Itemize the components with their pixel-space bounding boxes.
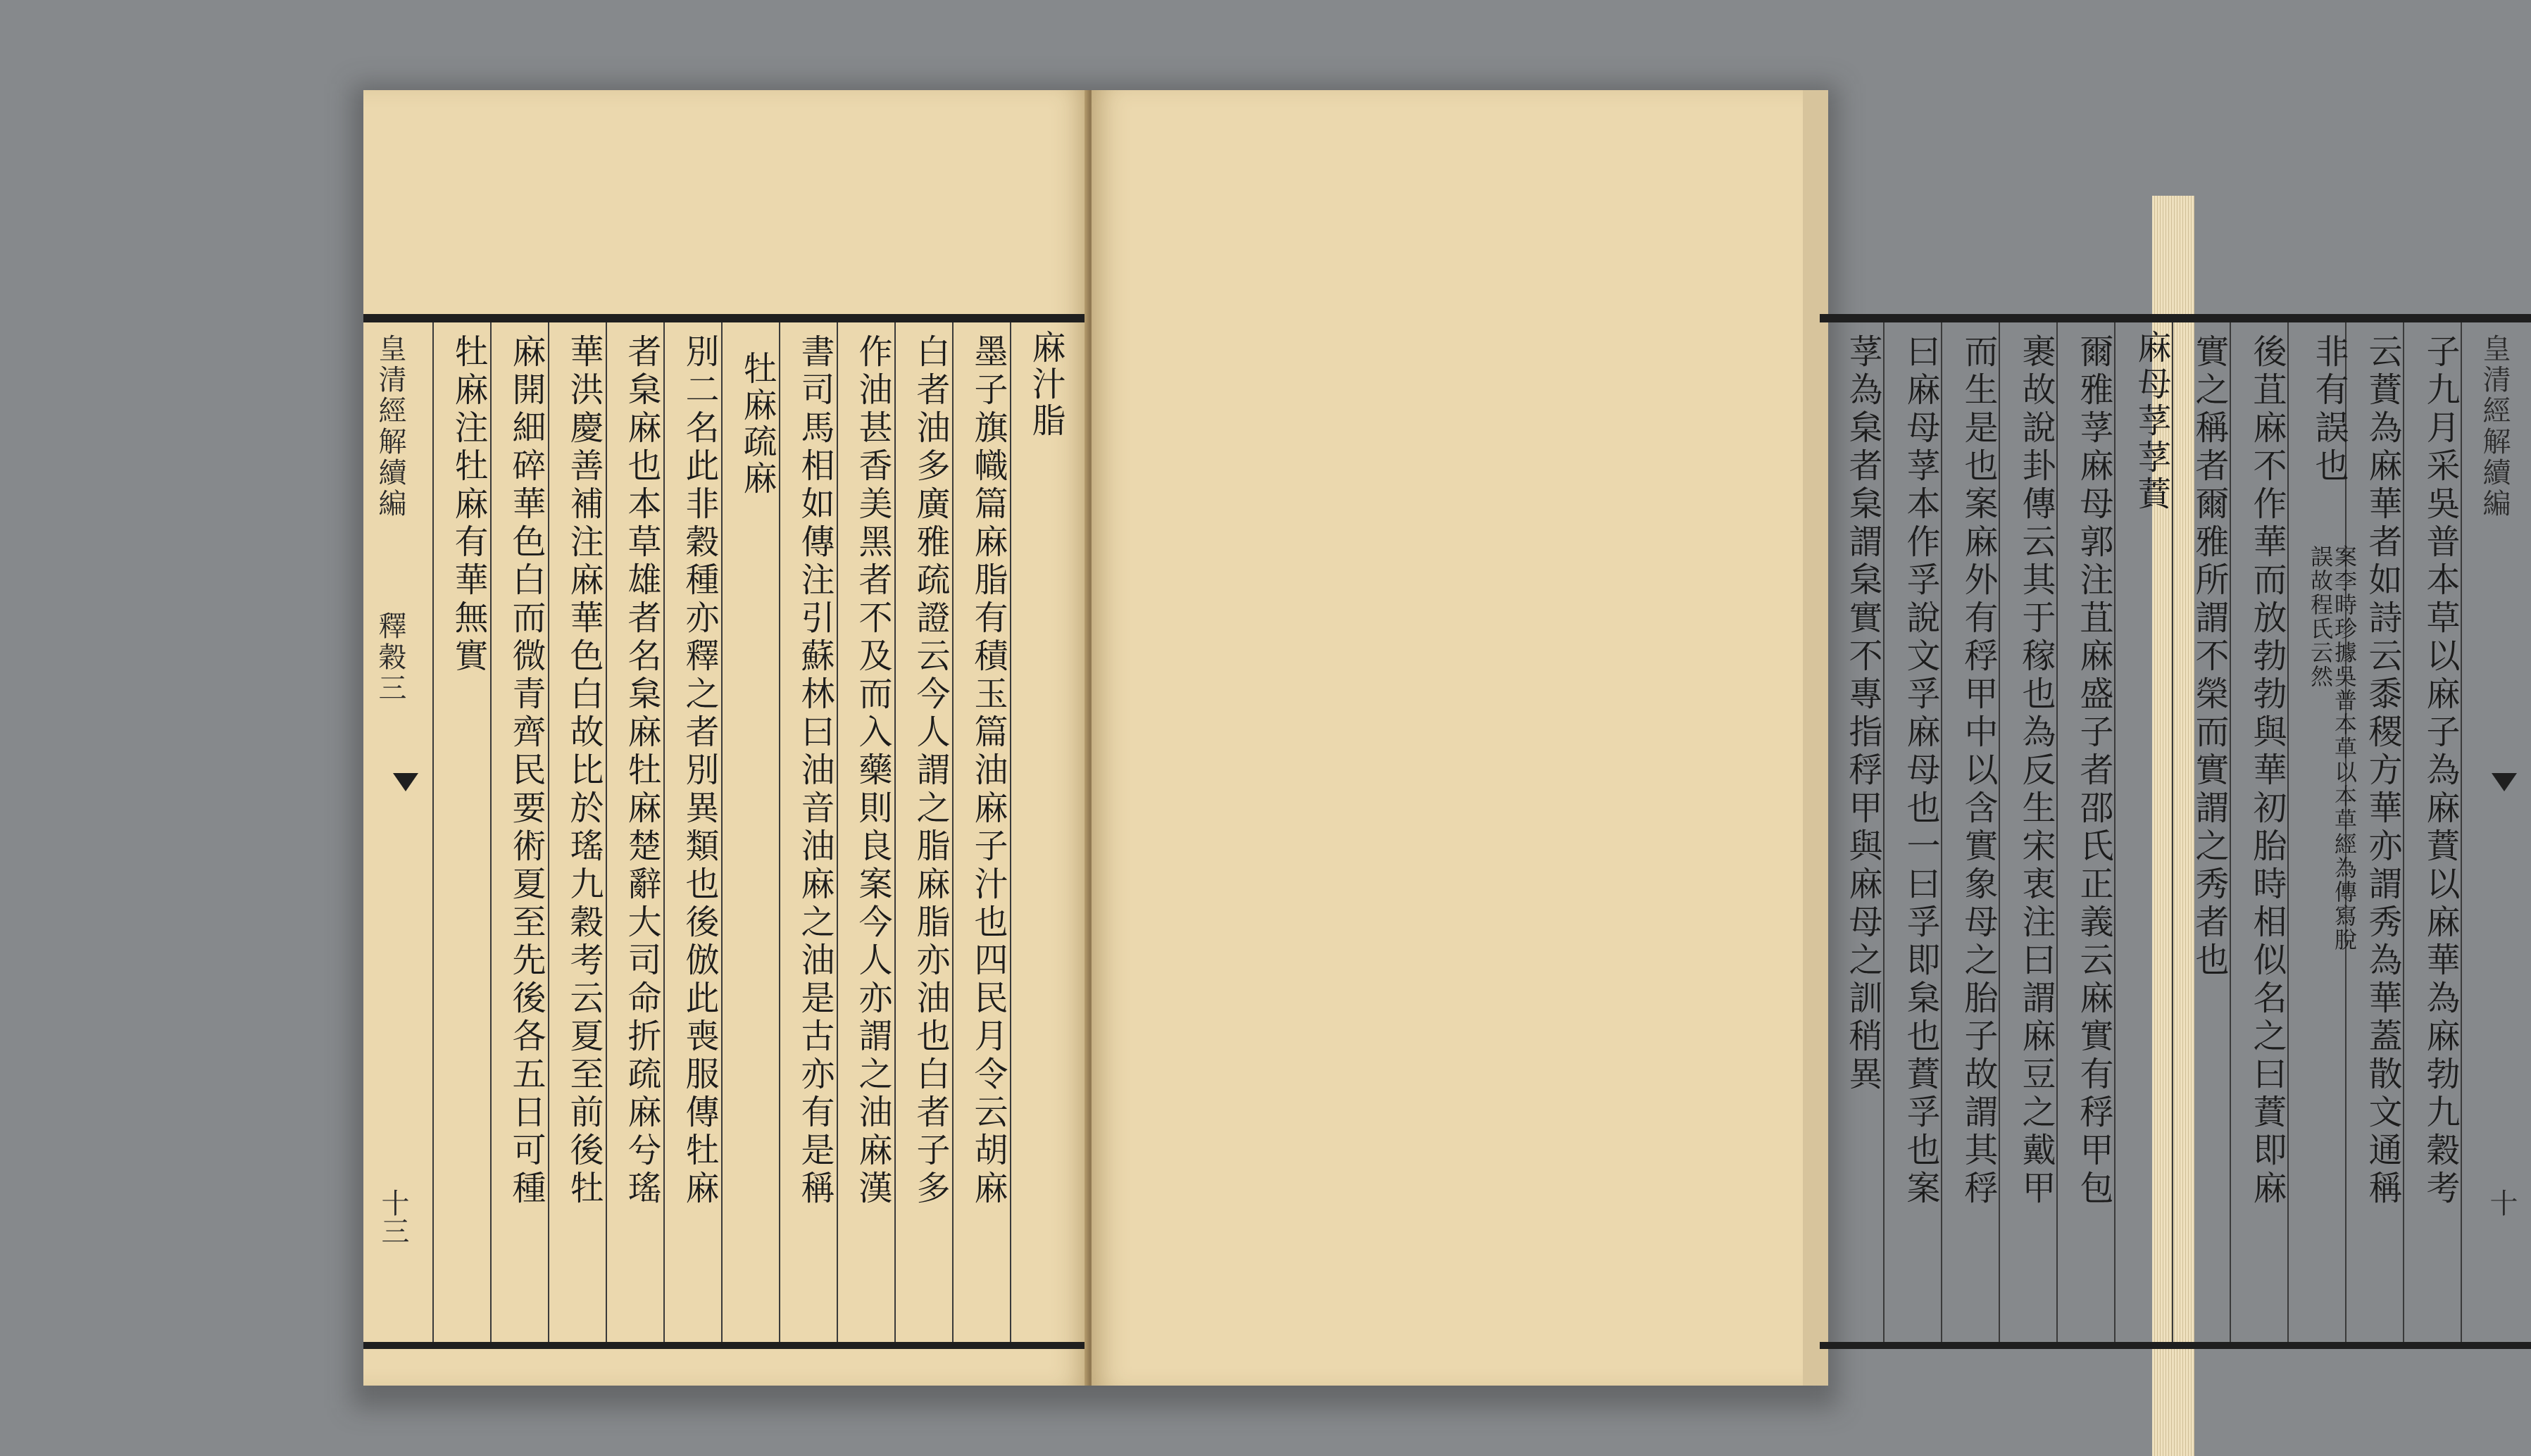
text-column: 非有誤也 [2309, 334, 2349, 486]
folio-number: 十 [2485, 1188, 2518, 1217]
text-column: 子九月采吳普本草以麻子為麻蕡以麻華為麻勃九穀考 [2420, 334, 2460, 1208]
left-page [363, 90, 1089, 1386]
text-column: 莩為枲者枲謂枲實不專指稃甲與麻母之訓稍異 [1843, 334, 1882, 1094]
text-column: 麻開細碎華色白而微青齊民要術夏至先後各五日可種 [506, 334, 546, 1208]
text-column: 華洪慶善補注麻華色白故比於瑤九穀考云夏至前後牡 [564, 334, 604, 1208]
text-column: 白者油多廣雅疏證云今人謂之脂麻脂亦油也白者子多 [911, 334, 950, 1208]
book-title: 皇清經解續編 [2478, 334, 2511, 520]
text-column: 作油甚香美黑者不及而入藥則良案今人亦謂之油麻漢 [853, 334, 892, 1208]
right-page [1092, 90, 2518, 1386]
text-column: 書司馬相如傳注引蘇林曰油音油麻之油是古亦有是稱 [795, 334, 835, 1208]
open-book [363, 90, 2518, 1386]
text-column: 別二名此非穀種亦釋之者別異類也後倣此喪服傳牡麻 [680, 334, 719, 1208]
folio-number: 十三 [377, 1188, 409, 1245]
entry-heading: 麻母莩莩蕡 [2132, 330, 2171, 513]
text-column: 裹故說卦傳云其于稼也為反生宋衷注曰謂麻豆之戴甲 [2016, 334, 2056, 1208]
interlinear-note: 案李時珍據吳普本草以本草經為傳寫脫誤故程氏云然 [2307, 545, 2358, 952]
fish-tail-mark [393, 773, 418, 791]
section-title: 釋穀三 [374, 611, 406, 704]
text-column: 爾雅莩麻母郭注苴麻盛子者邵氏正義云麻實有稃甲包 [2074, 334, 2113, 1208]
column-rule [432, 322, 434, 1342]
text-column: 後苴麻不作華而放勃勃與華初胎時相似名之曰蕡即麻 [2247, 334, 2287, 1208]
text-column: 者枲麻也本草雄者名枲麻牡麻楚辭大司命折疏麻兮瑤 [622, 334, 661, 1208]
book-title: 皇清經解續編 [374, 334, 406, 520]
text-column: 而生是也案麻外有稃甲中以含實象母之胎子故謂其稃 [1958, 334, 1998, 1208]
text-column: 曰麻母莩本作孚說文孚麻母也一曰孚即枲也蕡孚也案 [1901, 334, 1940, 1208]
entry-heading: 牡麻疏麻 [737, 351, 777, 497]
text-column: 牡麻注牡麻有華無實 [449, 334, 488, 676]
left-page-frame [363, 314, 1089, 1349]
text-column-with-note [2300, 334, 2358, 1348]
text-column: 實之稱者爾雅所謂不榮而實謂之秀者也 [2189, 334, 2229, 980]
entry-heading: 麻汁脂 [1026, 330, 1065, 439]
fish-tail-mark [2492, 773, 2517, 791]
text-column: 云蕡為麻華者如詩云黍稷方華亦謂秀為華蓋散文通稱 [2363, 334, 2402, 1208]
right-page-frame [1820, 314, 2531, 1349]
text-column: 墨子旗幟篇麻脂有積玉篇油麻子汁也四民月令云胡麻 [968, 334, 1008, 1208]
